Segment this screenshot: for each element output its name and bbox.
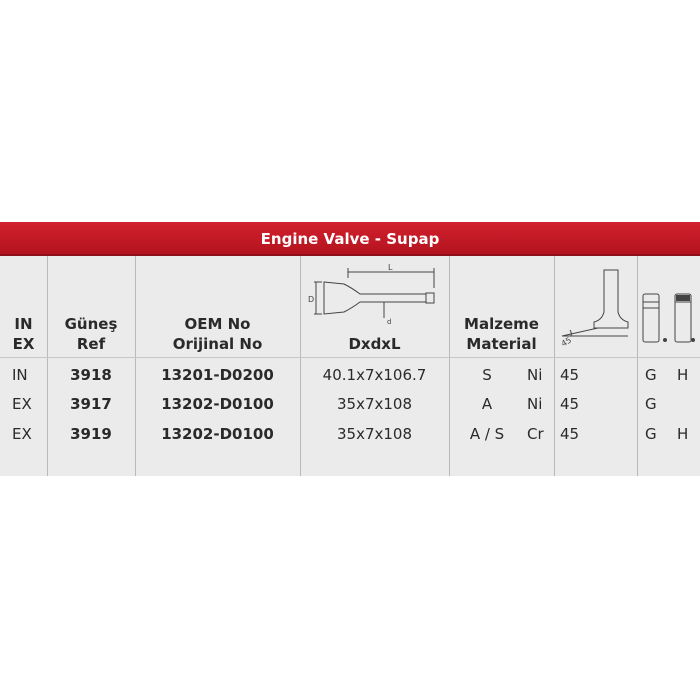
- header-oem-line1: OEM No: [184, 315, 251, 333]
- header-oem-line2: Orijinal No: [172, 335, 263, 353]
- column-divider: [554, 256, 555, 476]
- header-oem: [135, 314, 300, 354]
- header-material: [449, 314, 554, 354]
- row1-oem: 13201-D0200: [161, 366, 274, 384]
- header-dims: DxdxL: [348, 335, 401, 353]
- row2-groove-g: G: [645, 395, 657, 413]
- row2-angle: 45: [560, 395, 580, 413]
- row1-groove-h: H: [677, 366, 689, 384]
- row1-direction: IN: [12, 366, 28, 384]
- row1-dims: 40.1x7x106.7: [322, 366, 427, 384]
- header-direction-line2: EX: [12, 335, 35, 353]
- valve-seat-angle-icon: [558, 266, 634, 348]
- row3-groove-g: G: [645, 425, 657, 443]
- row3-direction: EX: [12, 425, 32, 443]
- header-direction-line1: IN: [14, 315, 33, 333]
- valve-dimension-drawing-icon: [308, 258, 444, 330]
- row1-groove-g: G: [645, 366, 657, 384]
- engine-valve-catalog-table: [0, 222, 700, 476]
- row2-oem: 13202-D0100: [161, 395, 274, 413]
- row3-dims: 35x7x108: [336, 425, 412, 443]
- header-ref-line1: Güneş: [64, 315, 118, 333]
- column-divider: [449, 256, 450, 476]
- header-divider: [0, 357, 700, 358]
- column-divider: [637, 256, 638, 476]
- header-direction: [0, 314, 47, 354]
- dim-label-D: D: [308, 295, 315, 304]
- row3-oem: 13202-D0100: [161, 425, 274, 443]
- header-material-line2: Material: [466, 335, 537, 353]
- row1-angle: 45: [560, 366, 580, 384]
- row1-ref: 3918: [70, 366, 112, 384]
- row2-material: A: [481, 395, 493, 413]
- svg-text:45: 45: [559, 335, 574, 348]
- row3-material: A / S: [469, 425, 505, 443]
- header-material-line1: Malzeme: [464, 315, 539, 333]
- header-ref: [47, 314, 135, 354]
- table-title: Engine Valve - Supap: [0, 222, 700, 256]
- row2-ref: 3917: [70, 395, 112, 413]
- row2-coating: Ni: [527, 395, 543, 413]
- row1-material: S: [482, 366, 492, 384]
- valve-groove-keepers-icon: [639, 290, 697, 348]
- header-ref-line2: Ref: [76, 335, 106, 353]
- row3-angle: 45: [560, 425, 580, 443]
- row2-direction: EX: [12, 395, 32, 413]
- dim-label-L: L: [388, 263, 393, 272]
- dim-label-d: d: [387, 318, 392, 326]
- row2-dims: 35x7x108: [336, 395, 412, 413]
- row3-ref: 3919: [70, 425, 112, 443]
- row3-groove-h: H: [677, 425, 689, 443]
- row3-coating: Cr: [527, 425, 544, 443]
- row1-coating: Ni: [527, 366, 543, 384]
